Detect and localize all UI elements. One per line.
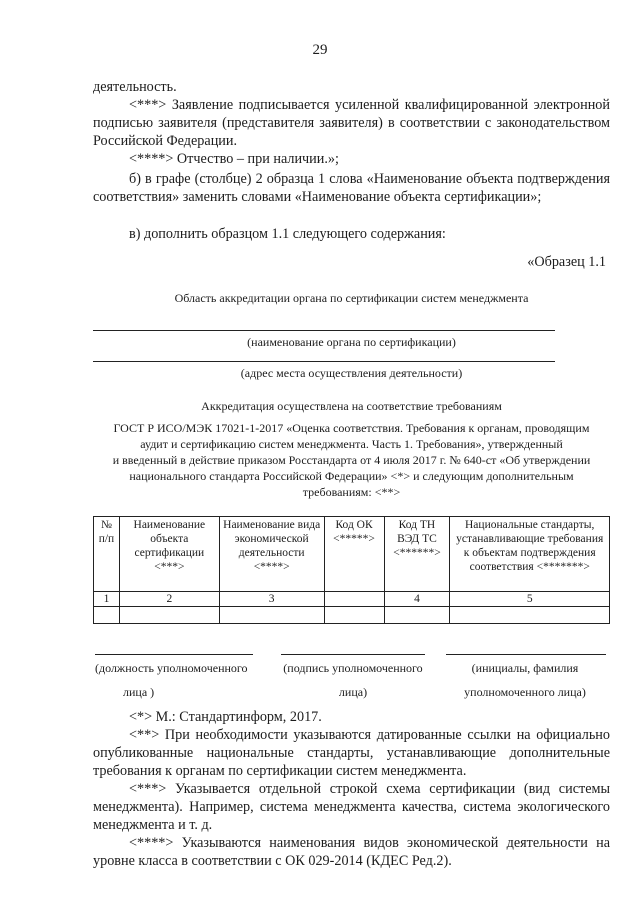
paragraph-patronymic-note: <****> Отчество – при наличии.»; [129,151,339,167]
position-signature-line [95,654,253,655]
position-caption [95,656,265,704]
paragraph-activity: деятельность. [93,79,177,95]
standard-line: требованиям: <**> [302,485,401,499]
table-cell: 3 [219,592,324,607]
standard-line: и введенный в действие приказом Росстандарта от 4 июля 2017 г. № 640-ст «Об утверждении [112,453,591,467]
initials-caption [440,656,610,704]
signature-caption-line: лица) [338,685,368,699]
footnote-2: <**> При необходимости указываются датированные ссылки на официально опубликованные национальные стандарты, устанавливающие дополнительные требования к органам по сертификации систем менеджмента. [93,727,610,779]
table-header-cell: № п/п [94,517,120,592]
paragraph-v: в) дополнить образцом 1.1 следующего содержания: [129,226,446,242]
standard-line: национального стандарта Российской Федерации» <*> и следующим дополнительным [129,469,574,483]
footnote-1: <*> М.: Стандартинформ, 2017. [129,709,322,725]
table-cell [384,607,450,624]
signature-caption [268,656,438,704]
table-cell [119,607,219,624]
footnote-3: <***> Указывается отдельной строкой схема сертификации (вид системы менеджмента). Например, система менеджмента качества, система экологического менеджмента и т. д. [93,781,610,833]
table-header-cell: Код ОК <*****> [324,517,384,592]
org-name-caption: (наименование органа по сертификации) [247,335,456,349]
table-cell: 1 [94,592,120,607]
position-caption-line: лица ) [123,685,155,699]
standard-line: ГОСТ Р ИСО/МЭК 17021-1-2017 «Оценка соответствия. Требования к органам, проводящим [113,421,590,435]
initials-caption-line: уполномоченного лица) [464,685,586,699]
table-empty-row [94,607,610,624]
table-header-cell: Наименование объекта сертификации <***> [119,517,219,592]
requirements-table [93,516,610,624]
org-name-line [93,330,555,331]
table-cell [324,607,384,624]
table-cell: 5 [450,592,610,607]
page-number: 29 [312,42,328,58]
address-line [93,361,555,362]
table-cell: 4 [384,592,450,607]
table-cell [94,607,120,624]
amendment-b [93,170,610,206]
position-caption-line: (должность уполномоченного [95,661,248,675]
table-header-cell: Наименование вида экономической деятельности <****> [219,517,324,592]
accreditation-heading: Аккредитация осуществлена на соответствие требованиям [201,399,502,413]
address-caption: (адрес места осуществления деятельности) [240,366,463,380]
table-cell: 2 [119,592,219,607]
table-header-row [94,517,610,592]
top-paragraphs [93,78,610,168]
footnote-4: <****> Указываются наименования видов экономической деятельности на уровне класса в соответствии с ОК 029-2014 (КДЕС Ред.2). [93,835,610,869]
table-number-row [94,592,610,607]
signature-caption-line: (подпись уполномоченного [283,661,423,675]
table-cell [324,592,384,607]
footnotes [93,708,610,870]
initials-caption-line: (инициалы, фамилия [471,661,579,675]
paragraph-signature-note: <***> Заявление подписывается усиленной квалифицированной электронной подписью заявителя (представителя заявителя) в соответствии с законодательством Российской Федерации. [93,97,610,149]
amendment-v [93,225,610,243]
paragraph-b: б) в графе (столбце) 2 образца 1 слова «Наименование объекта подтверждения соответствия» заменить словами «Наименование объекта сертификации»; [93,171,610,205]
sample-label: «Образец 1.1 [527,254,606,270]
initials-signature-line [446,654,606,655]
table-header-cell: Код ТН ВЭД ТС <******> [384,517,450,592]
form-title: Область аккредитации органа по сертификации систем менеджмента [174,291,529,305]
table-cell [450,607,610,624]
standard-line: аудит и сертификацию систем менеджмента. Часть 1. Требования», утвержденный [140,437,563,451]
signature-line [281,654,425,655]
standard-reference [93,420,610,500]
table-header-cell: Национальные стандарты, устанавливающие требования к объектам подтверждения соответствия <*******> [450,517,610,592]
table-cell [219,607,324,624]
